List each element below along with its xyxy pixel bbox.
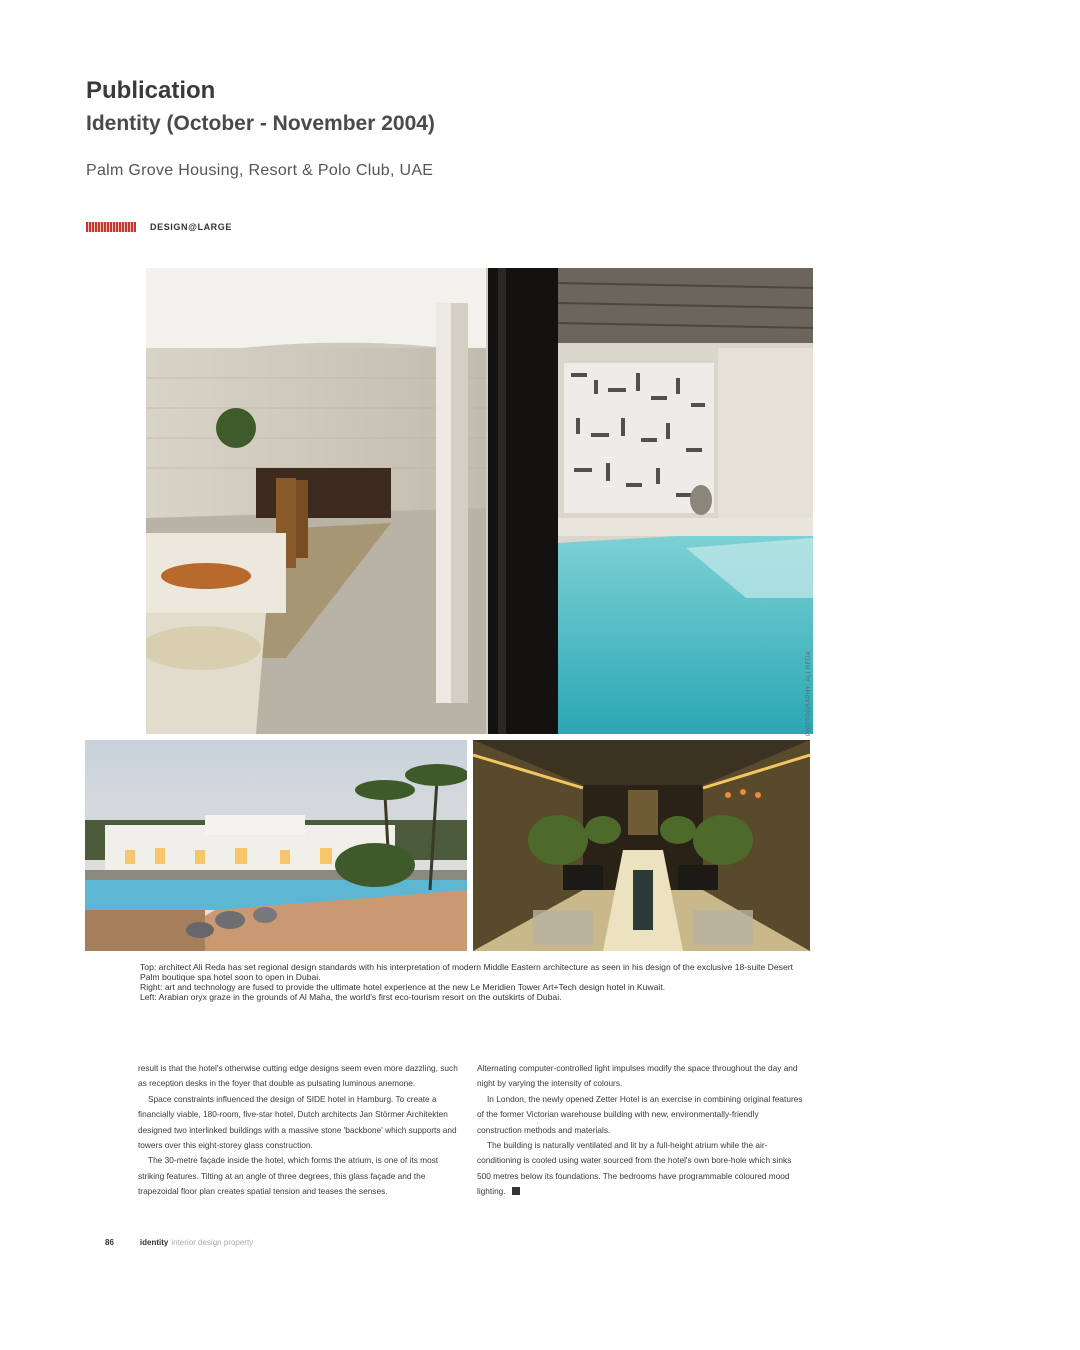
- paragraph-with-end-mark: [477, 1138, 803, 1200]
- paragraph: In London, the newly opened Zetter Hotel is an exercise in combining original features of the former Victorian warehouse building with new, environmentally-friendly construction methods and materials.: [477, 1093, 803, 1135]
- publication-title: Publication: [86, 77, 216, 104]
- project-name: Palm Grove Housing, Resort & Polo Club, UAE: [86, 162, 434, 179]
- section-tag-label: DESIGN@LARGE: [150, 222, 232, 232]
- paragraph: The 30-metre façade inside the hotel, which forms the atrium, is one of its most striking features. Tilting at an angle of three degrees, this glass façade and the trapezoidal floor plan creates spatial tension and teases the senses.: [138, 1155, 439, 1197]
- magazine-tagline: interior design property: [171, 1238, 254, 1247]
- paragraph-text: The building is naturally ventilated and lit by a full-height atrium while the air-conditioning is cooled using water sourced from the hotel's own bore-hole which sinks 500 metres below its foundations. The bedrooms have programmable coloured mood lighting.: [477, 1140, 792, 1197]
- section-pattern-icon: [86, 222, 136, 232]
- paragraph: Alternating computer-controlled light impulses modify the space throughout the day and night by varying the intensity of colours.: [477, 1063, 798, 1089]
- caption-left: Left: Arabian oryx graze in the grounds of Al Maha, the world's first eco-tourism resort on the outskirts of Dubai.: [140, 992, 562, 1002]
- body-column-right: [477, 1061, 803, 1200]
- end-mark-icon: [512, 1187, 520, 1195]
- photo-hotel-atrium: [473, 740, 810, 951]
- caption-top: Top: architect Ali Reda has set regional design standards with his interpretation of modern Middle Eastern architecture as seen in his design of the exclusive 18-suite Desert Palm boutique spa hotel soon to open in Dubai.: [140, 962, 793, 982]
- publication-issue: Identity (October - November 2004): [86, 112, 435, 135]
- page-footer: [105, 1238, 253, 1247]
- photo-resort-exterior: [85, 740, 467, 951]
- page-heading: [86, 76, 435, 138]
- page-number: 86: [105, 1238, 114, 1247]
- photo-caption: [140, 962, 812, 1002]
- section-tag: [86, 222, 232, 232]
- paragraph: Space constraints influenced the design of SIDE hotel in Hamburg. To create a financially viable, 180-room, five-star hotel, Dutch architects Jan Störmer Architekten designed two interlinked buildings with a massive stone 'backbone' which supports and towers over this eight-storey glass construction.: [138, 1093, 457, 1151]
- caption-right: Right: art and technology are fused to provide the ultimate hotel experience at the new Le Meridien Tower Art+Tech design hotel in Kuwait.: [140, 982, 666, 992]
- body-column-left: [138, 1061, 464, 1200]
- photo-interior-pool: [146, 268, 813, 734]
- paragraph: result is that the hotel's otherwise cutting edge designs seem even more dazzling, such as reception desks in the foyer that double as pulsating luminous anemone.: [138, 1063, 458, 1089]
- photo-credit: PHOTOGRAPHY: ALI REDA: [806, 651, 812, 736]
- magazine-name: identity: [139, 1238, 169, 1247]
